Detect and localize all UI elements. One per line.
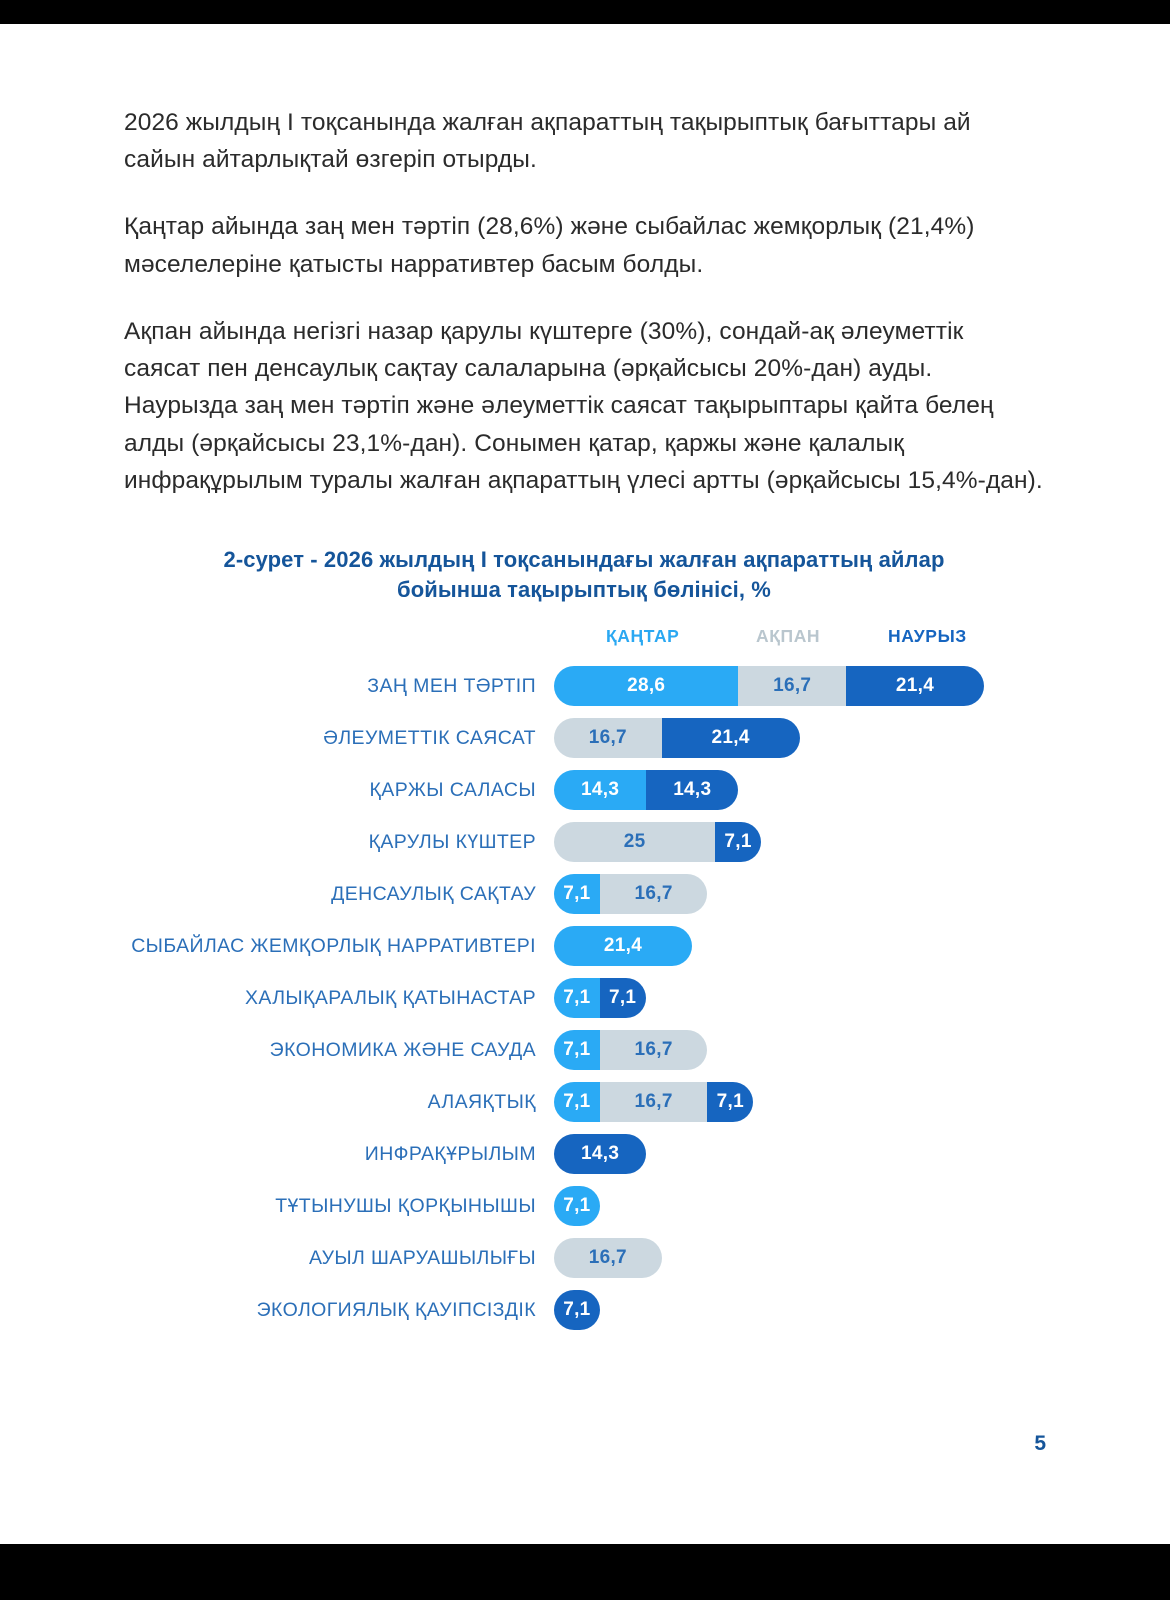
chart-segment-feb: 16,7 [600, 874, 708, 914]
chart-row-bars [554, 822, 984, 862]
chart-row-label: ҚАРУЛЫ КҮШТЕР [368, 830, 536, 853]
chart-segment-mar: 7,1 [715, 822, 761, 862]
chart-rows [124, 660, 1044, 1336]
page-number: 5 [1034, 1432, 1046, 1455]
paragraph-3: Ақпан айында негізгі назар қарулы күштерге (30%), сондай-ақ әлеуметтік саясат пен денсаулық сақтау салаларына (әрқайсысы 20%-дан) ауды. Наурызда заң мен тәртіп және әлеуметтік саясат тақырыптары қайта белең алды (әрқайсысы 23,1%-дан). Сонымен қатар, қаржы және қалалық инфрақұрылым туралы жалған ақпараттың үлесі артты (әрқайсысы 15,4%-дан). [124, 317, 1043, 494]
chart-row-label: АУЫЛ ШАРУАШЫЛЫҒЫ [309, 1246, 536, 1269]
chart-row-label: ЗАҢ МЕН ТӘРТІП [367, 674, 536, 697]
chart-segment-jan: 7,1 [554, 1082, 600, 1122]
chart-legend [560, 626, 990, 656]
chart-row [124, 972, 1044, 1024]
chart-segment-feb: 16,7 [600, 1030, 708, 1070]
chart-row [124, 920, 1044, 972]
chart-segment-feb: 25 [554, 822, 715, 862]
chart-segment-mar: 21,4 [846, 666, 984, 706]
chart-row-label: ЭКОЛОГИЯЛЫҚ ҚАУІПСІЗДІК [256, 1298, 536, 1321]
legend-item-february: АҚПАН [756, 626, 821, 647]
figure-title: 2-сурет - 2026 жылдың I тоқсанындағы жалған ақпараттың айлар бойынша тақырыптық бөлінісі, % [223, 547, 945, 602]
paragraph-2: Қаңтар айында заң мен тәртіп (28,6%) және сыбайлас жемқорлық (21,4%) мәселелеріне қатысты нарративтер басым болды. [124, 213, 975, 278]
chart-row-label: ДЕНСАУЛЫҚ САҚТАУ [331, 882, 536, 905]
chart-row-bars [554, 1238, 984, 1278]
chart-segment-mar: 14,3 [554, 1134, 646, 1174]
chart-segment-feb: 16,7 [554, 718, 662, 758]
chart-row [124, 660, 1044, 712]
chart-row [124, 1024, 1044, 1076]
legend-item-march: НАУРЫЗ [888, 626, 967, 647]
chart-segment-jan: 7,1 [554, 874, 600, 914]
chart-row-label: ҚАРЖЫ САЛАСЫ [369, 778, 536, 801]
chart-row [124, 1076, 1044, 1128]
stacked-bar-chart [124, 626, 1044, 1336]
chart-row [124, 712, 1044, 764]
chart-segment-jan: 7,1 [554, 1186, 600, 1226]
chart-row [124, 1180, 1044, 1232]
chart-segment-jan: 28,6 [554, 666, 738, 706]
chart-row-bars [554, 1186, 984, 1226]
chart-segment-mar: 7,1 [600, 978, 646, 1018]
paragraph-1: 2026 жылдың I тоқсанында жалған ақпараттың тақырыптық бағыттары ай сайын айтарлықтай өзгеріп отырды. [124, 109, 971, 174]
chart-row-label: ЭКОНОМИКА ЖӘНЕ САУДА [269, 1038, 536, 1061]
chart-segment-jan: 7,1 [554, 978, 600, 1018]
chart-row-label: ИНФРАҚҰРЫЛЫМ [364, 1142, 536, 1165]
chart-segment-mar: 7,1 [554, 1290, 600, 1330]
chart-row-bars [554, 874, 984, 914]
document-page [0, 24, 1170, 1544]
chart-row [124, 868, 1044, 920]
chart-segment-mar: 7,1 [707, 1082, 753, 1122]
chart-segment-feb: 16,7 [738, 666, 846, 706]
chart-row-label: АЛАЯҚТЫҚ [427, 1090, 536, 1113]
chart-segment-jan: 21,4 [554, 926, 692, 966]
chart-segment-feb: 16,7 [600, 1082, 708, 1122]
chart-segment-feb: 16,7 [554, 1238, 662, 1278]
chart-row [124, 1128, 1044, 1180]
chart-row-label: ТҰТЫНУШЫ ҚОРҚЫНЫШЫ [275, 1194, 536, 1217]
chart-row-bars [554, 666, 984, 706]
chart-row-bars [554, 978, 984, 1018]
page-content [124, 104, 1044, 1336]
chart-segment-jan: 7,1 [554, 1030, 600, 1070]
chart-row-bars [554, 1030, 984, 1070]
chart-segment-mar: 14,3 [646, 770, 738, 810]
chart-row-bars [554, 926, 984, 966]
chart-segment-mar: 21,4 [662, 718, 800, 758]
chart-row [124, 1284, 1044, 1336]
chart-row-bars [554, 1082, 984, 1122]
chart-segment-jan: 14,3 [554, 770, 646, 810]
chart-row-label: ХАЛЫҚАРАЛЫҚ ҚАТЫНАСТАР [244, 986, 536, 1009]
chart-row-label: ӘЛЕУМЕТТІК САЯСАТ [323, 726, 536, 749]
chart-row-bars [554, 718, 984, 758]
legend-item-january: ҚАҢТАР [606, 626, 680, 647]
chart-row-bars [554, 770, 984, 810]
chart-row [124, 816, 1044, 868]
chart-row [124, 764, 1044, 816]
chart-row [124, 1232, 1044, 1284]
chart-row-label: СЫБАЙЛАС ЖЕМҚОРЛЫҚ НАРРАТИВТЕРІ [131, 934, 536, 957]
chart-row-bars [554, 1290, 984, 1330]
chart-row-bars [554, 1134, 984, 1174]
